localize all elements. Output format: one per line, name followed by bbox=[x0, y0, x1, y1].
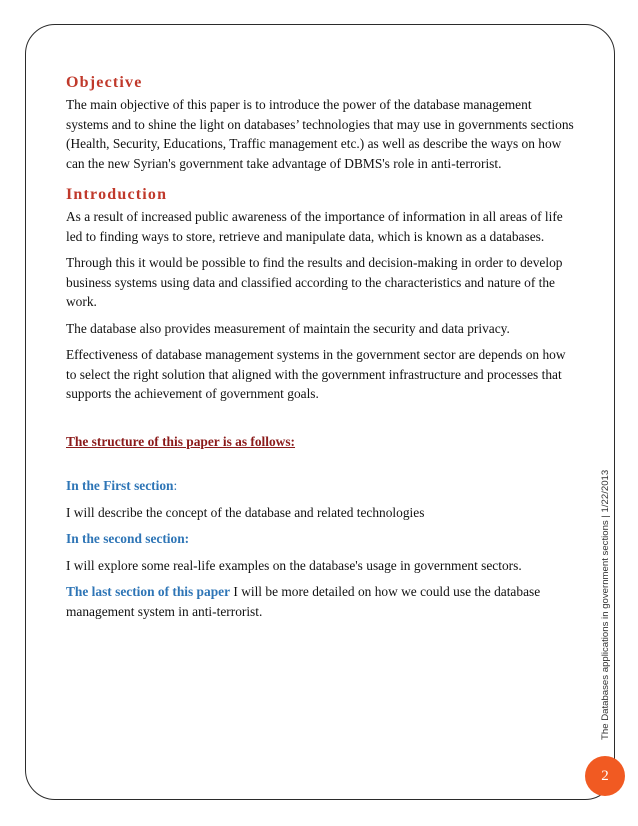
intro-paragraph-1: As a result of increased public awareness of the importance of information in all areas of life led to finding ways to store, retrieve and manipulate data, which is known as a databases. bbox=[66, 209, 563, 244]
first-section-line bbox=[66, 476, 576, 496]
last-section-label: The last section of this paper bbox=[66, 584, 231, 599]
second-section-text: I will explore some real-life examples on the database's usage in government sectors. bbox=[66, 557, 522, 573]
objective-paragraph: The main objective of this paper is to introduce the power of the database management systems and to shine the light on databases’ technologies that may use in governments sections (Health, Security, Educations, Traffic management etc.) as well as describe the ways on how can the new Syrian's government take advantage of DBMS's role in anti-terrorist. bbox=[66, 97, 574, 171]
structure-heading: The structure of this paper is as follows: bbox=[66, 433, 296, 449]
intro-paragraph-4: Effectiveness of database management systems in the government sector are depends on how to select the right solution that aligned with the government infrastructure and processes that supports the achievement of government goals. bbox=[66, 347, 566, 401]
second-section-label: In the second section: bbox=[66, 531, 190, 546]
page-number-badge bbox=[585, 756, 625, 796]
last-section-paragraph bbox=[66, 582, 576, 621]
first-section-text: I will describe the concept of the database and related technologies bbox=[66, 504, 425, 520]
introduction-heading: Introduction bbox=[66, 186, 168, 203]
first-section-label: In the First section bbox=[66, 478, 174, 493]
objective-heading: Objective bbox=[66, 74, 143, 91]
page-content bbox=[66, 73, 576, 621]
intro-paragraph-3: The database also provides measurement of maintain the security and data privacy. bbox=[66, 320, 510, 336]
side-running-header: The Databases applications in government sections | 1/22/2013 bbox=[600, 469, 611, 740]
page-number: 2 bbox=[601, 767, 609, 784]
last-section-text: I will be more detailed on how we could use the database management system in anti-terrorist. bbox=[66, 584, 541, 619]
first-section-colon: : bbox=[173, 478, 178, 493]
intro-paragraph-2: Through this it would be possible to find the results and decision-making in order to develop business systems using data and classified according to the characteristics and nature of the work. bbox=[66, 255, 563, 309]
